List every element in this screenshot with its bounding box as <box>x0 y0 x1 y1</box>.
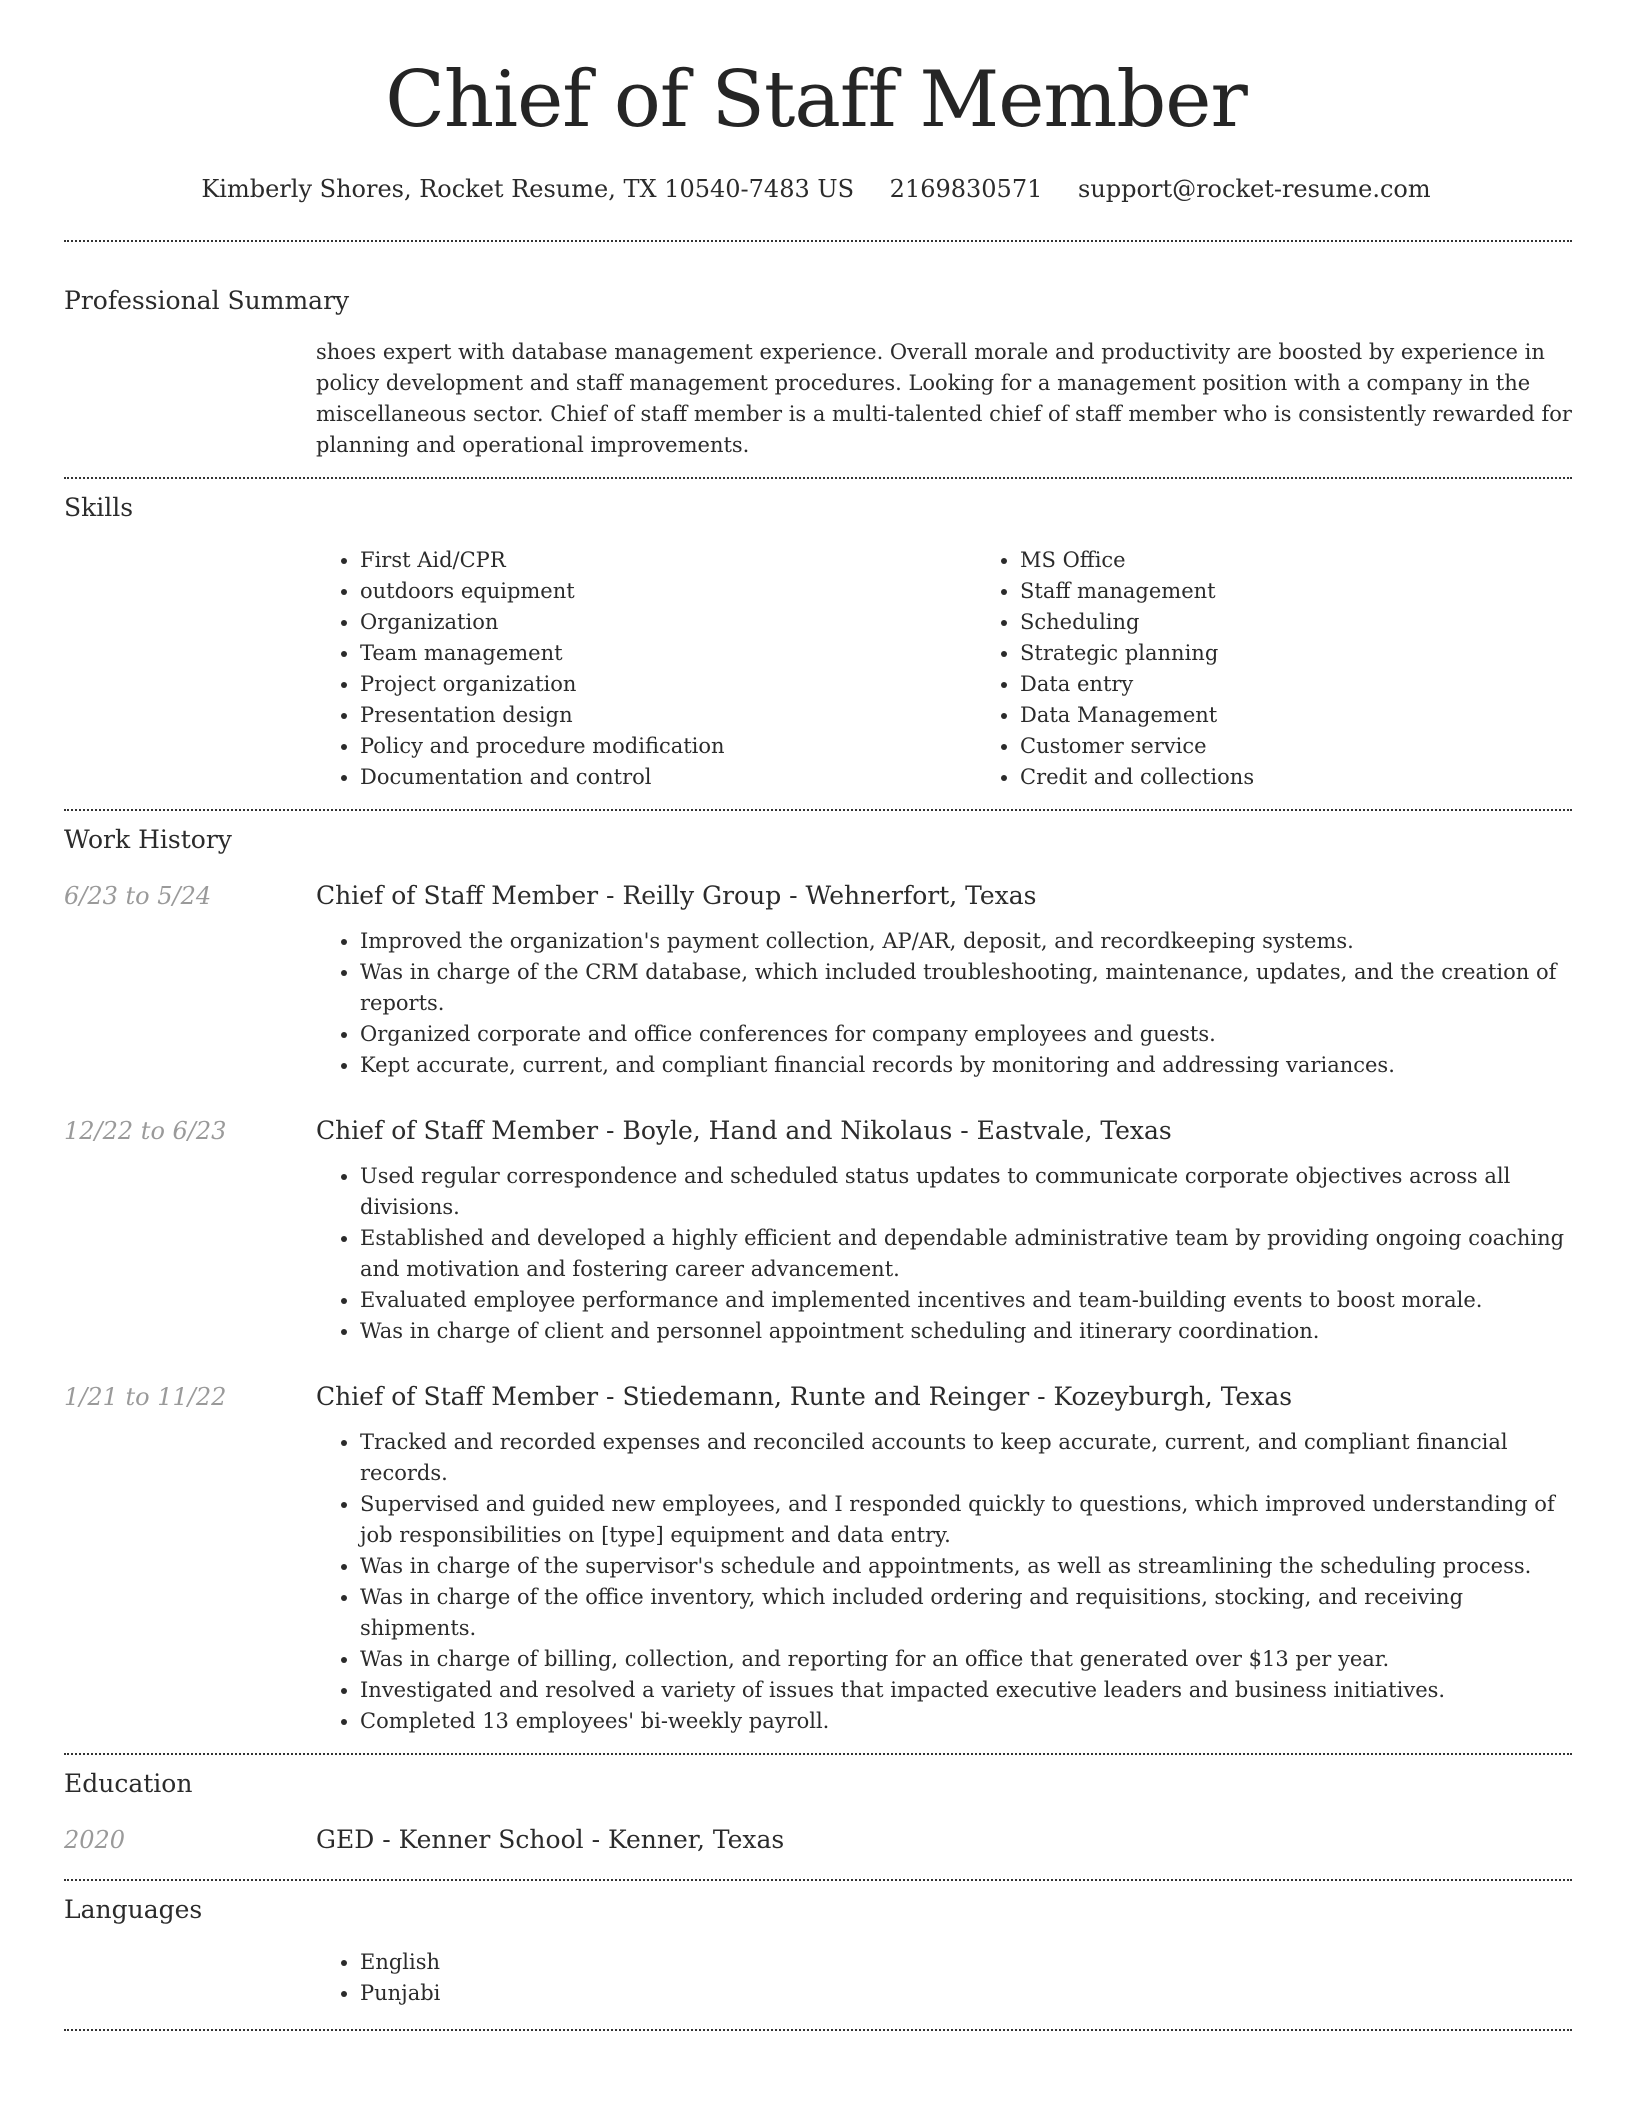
section-divider <box>64 2029 1572 2031</box>
job-bullet: • Was in charge of client and personnel appointment scheduling and itinerary coordination. <box>360 1316 1572 1347</box>
skills-list-right <box>976 545 1632 793</box>
skill-item: • First Aid/CPR <box>360 545 976 576</box>
resume-header <box>0 0 1632 206</box>
skill-item: • Credit and collections <box>1020 762 1632 793</box>
job-bullet: • Established and developed a highly efficient and dependable administrative team by providing ongoing coaching and motivation and fostering career advancement. <box>360 1223 1572 1285</box>
job-title: Chief of Staff Member - Stiedemann, Runte and Reinger - Kozeyburgh, Texas <box>316 1382 1293 1411</box>
skill-item: • Data entry <box>1020 669 1632 700</box>
skill-item: • Data Management <box>1020 700 1632 731</box>
skill-item: • Organization <box>360 607 976 638</box>
job-bullet: • Evaluated employee performance and implemented incentives and team-building events to boost morale. <box>360 1285 1572 1316</box>
skill-item: • Customer service <box>1020 731 1632 762</box>
job-dates: 6/23 to 5/24 <box>64 882 212 910</box>
job-bullets <box>316 1427 1572 1737</box>
skill-item: • Strategic planning <box>1020 638 1632 669</box>
contact-phone: 2169830571 <box>889 175 1043 203</box>
job-bullet: • Kept accurate, current, and compliant financial records by monitoring and addressing variances. <box>360 1050 1572 1081</box>
contact-line <box>0 172 1632 206</box>
education-title: Education <box>64 1769 193 1798</box>
job-title: Chief of Staff Member - Boyle, Hand and Nikolaus - Eastvale, Texas <box>316 1116 1172 1145</box>
skill-item: • Project organization <box>360 669 976 700</box>
languages-section <box>64 1881 1572 2009</box>
job-bullet: • Organized corporate and office conferences for company employees and guests. <box>360 1019 1572 1050</box>
contact-address: Kimberly Shores, Rocket Resume, TX 10540-7483 US <box>201 175 855 203</box>
summary-section <box>64 242 1572 461</box>
job-entry <box>64 1114 1572 1347</box>
education-year: 2020 <box>64 1826 126 1854</box>
work-section <box>64 811 1572 1737</box>
job-bullet: • Improved the organization's payment collection, AP/AR, deposit, and recordkeeping systems. <box>360 926 1572 957</box>
skill-item: • Presentation design <box>360 700 976 731</box>
job-bullet: • Completed 13 employees' bi-weekly payroll. <box>360 1706 1572 1737</box>
skill-item: • Documentation and control <box>360 762 976 793</box>
job-bullet: • Tracked and recorded expenses and reconciled accounts to keep accurate, current, and compliant financial records. <box>360 1427 1572 1489</box>
contact-email: support@rocket-resume.com <box>1078 175 1431 203</box>
languages-list <box>316 1947 1572 2009</box>
job-dates: 12/22 to 6/23 <box>64 1117 227 1145</box>
languages-title: Languages <box>64 1895 203 1924</box>
job-bullet: • Investigated and resolved a variety of issues that impacted executive leaders and business initiatives. <box>360 1675 1572 1706</box>
skill-item: • MS Office <box>1020 545 1632 576</box>
candidate-name: Chief of Staff Member <box>385 55 1247 145</box>
summary-title: Professional Summary <box>64 286 350 315</box>
language-item: • Punjabi <box>360 1978 1572 2009</box>
skill-item: • Scheduling <box>1020 607 1632 638</box>
job-bullet: • Was in charge of the office inventory, which included ordering and requisitions, stocking, and receiving shipments. <box>360 1582 1572 1644</box>
skills-list-left <box>316 545 976 793</box>
job-bullets <box>316 926 1572 1081</box>
job-bullets <box>316 1161 1572 1347</box>
skills-spacer <box>64 545 316 793</box>
skills-section <box>64 479 1572 793</box>
skill-item: • Policy and procedure modification <box>360 731 976 762</box>
education-entry: GED - Kenner School - Kenner, Texas <box>316 1825 785 1854</box>
job-bullet: • Was in charge of the supervisor's schedule and appointments, as well as streamlining the scheduling process. <box>360 1551 1572 1582</box>
job-title: Chief of Staff Member - Reilly Group - Wehnerfort, Texas <box>316 881 1037 910</box>
summary-spacer <box>64 337 316 461</box>
education-section <box>64 1755 1572 1857</box>
job-bullet: • Was in charge of billing, collection, and reporting for an office that generated over $13 per year. <box>360 1644 1572 1675</box>
skill-item: • outdoors equipment <box>360 576 976 607</box>
job-entry <box>64 1380 1572 1737</box>
language-item: • English <box>360 1947 1572 1978</box>
job-bullet: • Was in charge of the CRM database, which included troubleshooting, maintenance, updates, and the creation of reports. <box>360 957 1572 1019</box>
skill-item: • Team management <box>360 638 976 669</box>
summary-text: shoes expert with database management experience. Overall morale and productivity are boosted by experience in policy development and staff management procedures. Looking for a management position with a company in the miscellaneous sector. Chief of staff member is a multi-talented chief of staff member who is consistently rewarded for planning and operational improvements. <box>316 340 1572 457</box>
skill-item: • Staff management <box>1020 576 1632 607</box>
job-entry <box>64 879 1572 1081</box>
skills-title: Skills <box>64 493 134 522</box>
job-dates: 1/21 to 11/22 <box>64 1383 227 1411</box>
work-title: Work History <box>64 825 232 854</box>
job-bullet: • Supervised and guided new employees, and I responded quickly to questions, which improved understanding of job responsibilities on [type] equipment and data entry. <box>360 1489 1572 1551</box>
resume-content <box>64 240 1572 2031</box>
job-bullet: • Used regular correspondence and scheduled status updates to communicate corporate objectives across all divisions. <box>360 1161 1572 1223</box>
